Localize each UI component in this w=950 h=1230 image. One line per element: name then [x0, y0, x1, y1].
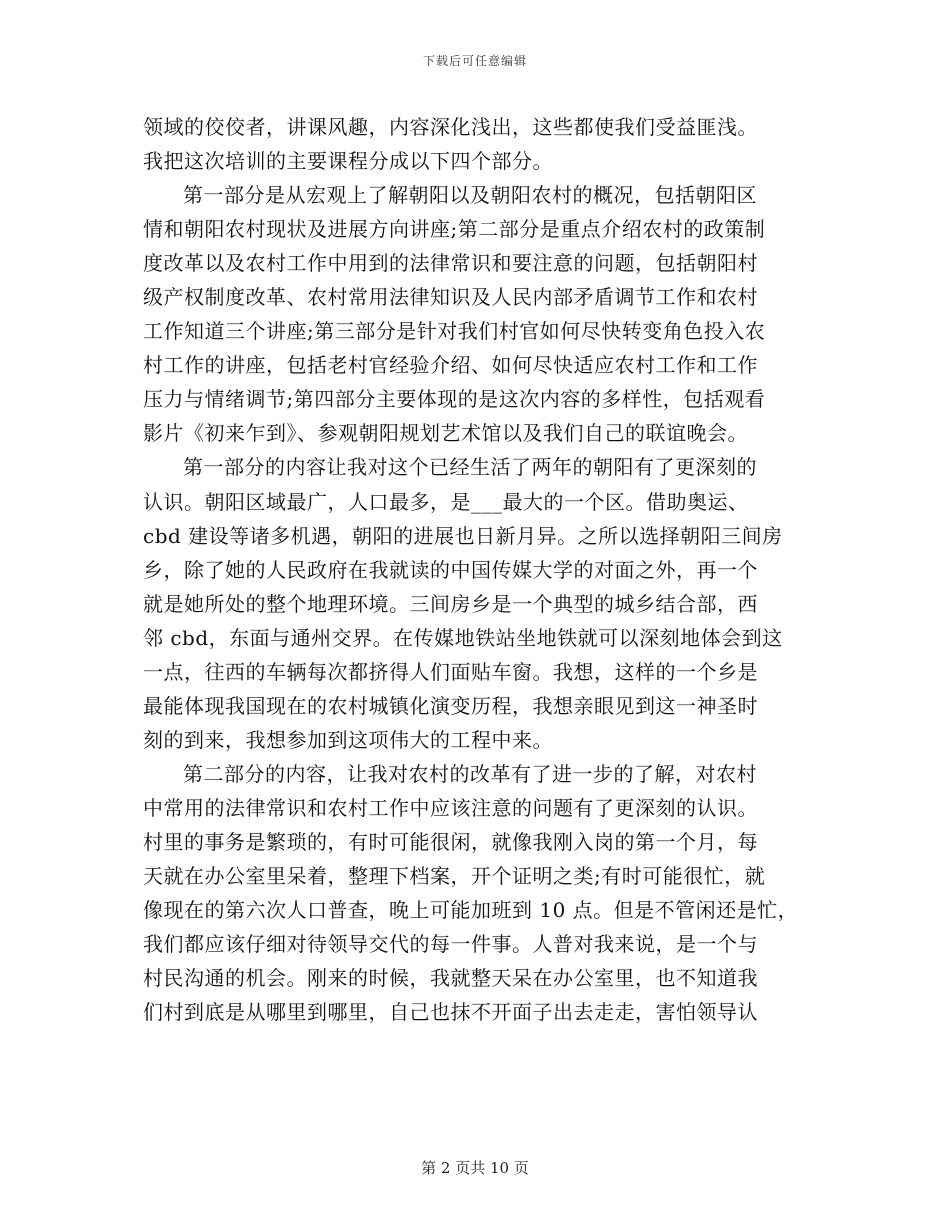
text-line: 领域的佼佼者，讲课风趣，内容深化浅出，这些都使我们受益匪浅。 [143, 115, 758, 139]
text-line: 第一部分的内容让我对这个已经生活了两年的朝阳有了更深刻的 [183, 455, 757, 480]
text-line: cbd 建设等诸多机遇，朝阳的进展也日新月异。之所以选择朝阳三间房 [143, 523, 783, 548]
text-line: 工作知道三个讲座;第三部分是针对我们村官如何尽快转变角色投入农 [143, 319, 766, 344]
text-line: 村里的事务是繁琐的，有时可能很闲，就像我刚入岗的第一个月，每 [143, 829, 758, 854]
text-line: 邻 cbd，东面与通州交界。在传媒地铁站坐地铁就可以深刻地体会到这 [143, 625, 783, 650]
text-line: 村工作的讲座，包括老村官经验介绍、如何尽快适应农村工作和工作 [143, 353, 758, 378]
page-number: 第 2 页共 10 页 [421, 1159, 529, 1177]
text-line: 情和朝阳农村现状及进展方向讲座;第二部分是重点介绍农村的政策制 [143, 217, 766, 242]
text-line: 度改革以及农村工作中用到的法律常识和要注意的问题，包括朝阳村 [143, 251, 758, 276]
text-line: 们村到底是从哪里到哪里，自己也抹不开面子出去走走，害怕领导认 [143, 1000, 758, 1025]
page-header: 下载后可任意编辑 [422, 54, 527, 68]
text-line: 一点，往西的车辆每次都挤得人们面贴车窗。我想，这样的一个乡是 [143, 659, 758, 684]
text-line: 我们都应该仔细对待领导交代的每一件事。人普对我来说，是一个与 [143, 932, 758, 957]
text-line: 级产权制度改革、农村常用法律知识及人民内部矛盾调节工作和农村 [143, 285, 758, 310]
text-line: 乡，除了她的人民政府在我就读的中国传媒大学的对面之外，再一个 [143, 557, 758, 582]
text-line: 最能体现我国现在的农村城镇化演变历程，我想亲眼见到这一神圣时 [143, 693, 758, 718]
text-line: 天就在办公室里呆着，整理下档案，开个证明之类;有时可能很忙，就 [143, 864, 766, 889]
text-line: 村民沟通的机会。刚来的时候，我就整天呆在办公室里，也不知道我 [143, 966, 758, 991]
document-body [143, 110, 815, 1029]
text-line: 像现在的第六次人口普查，晚上可能加班到 10 点。但是不管闲还是忙， [143, 898, 799, 923]
text-line: 压力与情绪调节;第四部分主要体现的是这次内容的多样性，包括观看 [143, 387, 766, 412]
text-line: 我把这次培训的主要课程分成以下四个部分。 [143, 149, 553, 174]
text-line: 就是她所处的整个地理环境。三间房乡是一个典型的城乡结合部，西 [143, 591, 758, 616]
text-line: 影片《初来乍到》、参观朝阳规划艺术馆以及我们自己的联谊晚会。 [143, 421, 748, 446]
text-line: 认识。朝阳区域最广，人口最多，是___最大的一个区。借助奥运、 [143, 489, 749, 514]
text-line: 刻的到来，我想参加到这项伟大的工程中来。 [143, 727, 553, 752]
text-line: 中常用的法律常识和农村工作中应该注意的问题有了更深刻的认识。 [143, 795, 758, 820]
text-line: 第二部分的内容，让我对农村的改革有了进一步的了解，对农村 [183, 761, 757, 786]
text-line: 第一部分是从宏观上了解朝阳以及朝阳农村的概况，包括朝阳区 [183, 183, 757, 208]
